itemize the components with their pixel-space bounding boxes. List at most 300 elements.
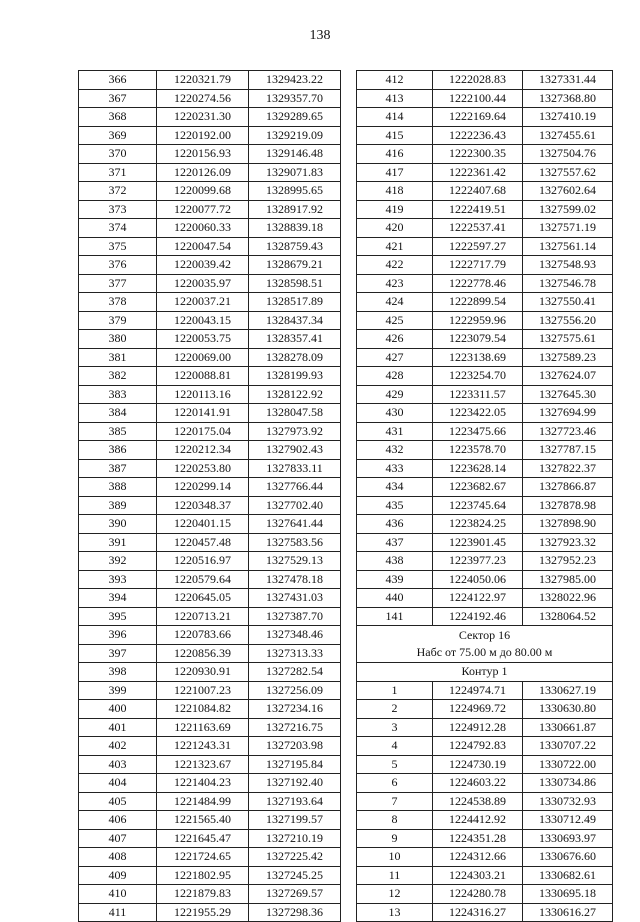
point-number-cell: 6 bbox=[357, 774, 433, 793]
table-row bbox=[357, 718, 613, 737]
table-row bbox=[357, 478, 613, 497]
table-row bbox=[79, 182, 341, 201]
table-row bbox=[79, 644, 341, 663]
y-coordinate-cell: 1327571.19 bbox=[523, 219, 613, 238]
x-coordinate-cell: 1223475.66 bbox=[433, 422, 523, 441]
table-row bbox=[79, 626, 341, 645]
x-coordinate-cell: 1223138.69 bbox=[433, 348, 523, 367]
x-coordinate-cell: 1224912.28 bbox=[433, 718, 523, 737]
y-coordinate-cell: 1329289.65 bbox=[249, 108, 341, 127]
y-coordinate-cell: 1327556.20 bbox=[523, 311, 613, 330]
point-number-cell: 438 bbox=[357, 552, 433, 571]
table-row bbox=[357, 792, 613, 811]
x-coordinate-cell: 1222407.68 bbox=[433, 182, 523, 201]
table-row bbox=[357, 885, 613, 904]
table-row bbox=[79, 792, 341, 811]
point-number-cell: 414 bbox=[357, 108, 433, 127]
point-number-cell: 383 bbox=[79, 385, 157, 404]
table-row bbox=[357, 515, 613, 534]
table-row bbox=[357, 755, 613, 774]
x-coordinate-cell: 1224312.66 bbox=[433, 848, 523, 867]
point-number-cell: 397 bbox=[79, 644, 157, 663]
point-number-cell: 377 bbox=[79, 274, 157, 293]
point-number-cell: 401 bbox=[79, 718, 157, 737]
y-coordinate-cell: 1327923.32 bbox=[523, 533, 613, 552]
y-coordinate-cell: 1328995.65 bbox=[249, 182, 341, 201]
point-number-cell: 435 bbox=[357, 496, 433, 515]
table-row bbox=[79, 848, 341, 867]
y-coordinate-cell: 1327589.23 bbox=[523, 348, 613, 367]
table-row bbox=[357, 367, 613, 386]
point-number-cell: 390 bbox=[79, 515, 157, 534]
x-coordinate-cell: 1220299.14 bbox=[157, 478, 249, 497]
x-coordinate-cell: 1220274.56 bbox=[157, 89, 249, 108]
table-row bbox=[79, 441, 341, 460]
table-row bbox=[357, 737, 613, 756]
x-coordinate-cell: 1220039.42 bbox=[157, 256, 249, 275]
table-row bbox=[357, 145, 613, 164]
x-coordinate-cell: 1221955.29 bbox=[157, 903, 249, 922]
y-coordinate-cell: 1327210.19 bbox=[249, 829, 341, 848]
x-coordinate-cell: 1223422.05 bbox=[433, 404, 523, 423]
table-row bbox=[357, 459, 613, 478]
y-coordinate-cell: 1327583.56 bbox=[249, 533, 341, 552]
point-number-cell: 425 bbox=[357, 311, 433, 330]
x-coordinate-cell: 1222300.35 bbox=[433, 145, 523, 164]
x-coordinate-cell: 1224792.83 bbox=[433, 737, 523, 756]
point-number-cell: 372 bbox=[79, 182, 157, 201]
point-number-cell: 370 bbox=[79, 145, 157, 164]
point-number-cell: 416 bbox=[357, 145, 433, 164]
table-row bbox=[79, 811, 341, 830]
point-number-cell: 9 bbox=[357, 829, 433, 848]
table-row bbox=[357, 552, 613, 571]
table-row bbox=[357, 533, 613, 552]
point-number-cell: 402 bbox=[79, 737, 157, 756]
x-coordinate-cell: 1222361.42 bbox=[433, 163, 523, 182]
point-number-cell: 11 bbox=[357, 866, 433, 885]
x-coordinate-cell: 1224974.71 bbox=[433, 681, 523, 700]
table-row bbox=[357, 607, 613, 626]
point-number-cell: 380 bbox=[79, 330, 157, 349]
y-coordinate-cell: 1327529.13 bbox=[249, 552, 341, 571]
x-coordinate-cell: 1222778.46 bbox=[433, 274, 523, 293]
y-coordinate-cell: 1330676.60 bbox=[523, 848, 613, 867]
table-row bbox=[357, 126, 613, 145]
y-coordinate-cell: 1327575.61 bbox=[523, 330, 613, 349]
x-coordinate-cell: 1220069.00 bbox=[157, 348, 249, 367]
x-coordinate-cell: 1221163.69 bbox=[157, 718, 249, 737]
table-row bbox=[79, 700, 341, 719]
y-coordinate-cell: 1327368.80 bbox=[523, 89, 613, 108]
point-number-cell: 429 bbox=[357, 385, 433, 404]
y-coordinate-cell: 1327410.19 bbox=[523, 108, 613, 127]
table-row bbox=[79, 718, 341, 737]
point-number-cell: 411 bbox=[79, 903, 157, 922]
table-row bbox=[357, 200, 613, 219]
point-number-cell: 371 bbox=[79, 163, 157, 182]
y-coordinate-cell: 1327216.75 bbox=[249, 718, 341, 737]
x-coordinate-cell: 1220457.48 bbox=[157, 533, 249, 552]
y-coordinate-cell: 1327331.44 bbox=[523, 71, 613, 90]
x-coordinate-cell: 1222236.43 bbox=[433, 126, 523, 145]
sector-header-row bbox=[357, 626, 613, 663]
table-row bbox=[357, 570, 613, 589]
x-coordinate-cell: 1222717.79 bbox=[433, 256, 523, 275]
x-coordinate-cell: 1221879.83 bbox=[157, 885, 249, 904]
x-coordinate-cell: 1220141.91 bbox=[157, 404, 249, 423]
table-row bbox=[357, 293, 613, 312]
point-number-cell: 2 bbox=[357, 700, 433, 719]
point-number-cell: 375 bbox=[79, 237, 157, 256]
y-coordinate-cell: 1327624.07 bbox=[523, 367, 613, 386]
point-number-cell: 424 bbox=[357, 293, 433, 312]
table-row bbox=[357, 274, 613, 293]
point-number-cell: 366 bbox=[79, 71, 157, 90]
x-coordinate-cell: 1220156.93 bbox=[157, 145, 249, 164]
y-coordinate-cell: 1327973.92 bbox=[249, 422, 341, 441]
y-coordinate-cell: 1330707.22 bbox=[523, 737, 613, 756]
table-row bbox=[79, 755, 341, 774]
point-number-cell: 393 bbox=[79, 570, 157, 589]
y-coordinate-cell: 1327282.54 bbox=[249, 663, 341, 682]
table-row bbox=[357, 829, 613, 848]
point-number-cell: 413 bbox=[357, 89, 433, 108]
point-number-cell: 379 bbox=[79, 311, 157, 330]
y-coordinate-cell: 1330616.27 bbox=[523, 903, 613, 922]
y-coordinate-cell: 1327561.14 bbox=[523, 237, 613, 256]
x-coordinate-cell: 1224603.22 bbox=[433, 774, 523, 793]
point-number-cell: 378 bbox=[79, 293, 157, 312]
point-number-cell: 8 bbox=[357, 811, 433, 830]
y-coordinate-cell: 1327694.99 bbox=[523, 404, 613, 423]
table-row bbox=[357, 496, 613, 515]
y-coordinate-cell: 1330682.61 bbox=[523, 866, 613, 885]
table-row bbox=[79, 404, 341, 423]
point-number-cell: 391 bbox=[79, 533, 157, 552]
y-coordinate-cell: 1330693.97 bbox=[523, 829, 613, 848]
contour-header-row bbox=[357, 663, 613, 682]
table-row bbox=[357, 700, 613, 719]
point-number-cell: 426 bbox=[357, 330, 433, 349]
x-coordinate-cell: 1224538.89 bbox=[433, 792, 523, 811]
x-coordinate-cell: 1224969.72 bbox=[433, 700, 523, 719]
point-number-cell: 13 bbox=[357, 903, 433, 922]
table-row bbox=[79, 478, 341, 497]
table-row bbox=[79, 219, 341, 238]
point-number-cell: 421 bbox=[357, 237, 433, 256]
table-row bbox=[357, 903, 613, 922]
x-coordinate-cell: 1221565.40 bbox=[157, 811, 249, 830]
y-coordinate-cell: 1327313.33 bbox=[249, 644, 341, 663]
point-number-cell: 1 bbox=[357, 681, 433, 700]
table-row bbox=[79, 515, 341, 534]
y-coordinate-cell: 1328437.34 bbox=[249, 311, 341, 330]
left-coordinates-table bbox=[78, 70, 341, 922]
x-coordinate-cell: 1223628.14 bbox=[433, 459, 523, 478]
point-number-cell: 376 bbox=[79, 256, 157, 275]
point-number-cell: 392 bbox=[79, 552, 157, 571]
point-number-cell: 407 bbox=[79, 829, 157, 848]
y-coordinate-cell: 1327557.62 bbox=[523, 163, 613, 182]
x-coordinate-cell: 1220060.33 bbox=[157, 219, 249, 238]
point-number-cell: 433 bbox=[357, 459, 433, 478]
x-coordinate-cell: 1224303.21 bbox=[433, 866, 523, 885]
x-coordinate-cell: 1224192.46 bbox=[433, 607, 523, 626]
x-coordinate-cell: 1220077.72 bbox=[157, 200, 249, 219]
x-coordinate-cell: 1220856.39 bbox=[157, 644, 249, 663]
x-coordinate-cell: 1220035.97 bbox=[157, 274, 249, 293]
x-coordinate-cell: 1220099.68 bbox=[157, 182, 249, 201]
table-row bbox=[79, 71, 341, 90]
x-coordinate-cell: 1220126.09 bbox=[157, 163, 249, 182]
point-number-cell: 395 bbox=[79, 607, 157, 626]
x-coordinate-cell: 1223254.70 bbox=[433, 367, 523, 386]
x-coordinate-cell: 1220930.91 bbox=[157, 663, 249, 682]
table-row bbox=[79, 866, 341, 885]
table-row bbox=[357, 311, 613, 330]
table-row bbox=[79, 348, 341, 367]
y-coordinate-cell: 1330732.93 bbox=[523, 792, 613, 811]
x-coordinate-cell: 1224050.06 bbox=[433, 570, 523, 589]
point-number-cell: 385 bbox=[79, 422, 157, 441]
point-number-cell: 420 bbox=[357, 219, 433, 238]
x-coordinate-cell: 1223682.67 bbox=[433, 478, 523, 497]
x-coordinate-cell: 1222028.83 bbox=[433, 71, 523, 90]
y-coordinate-cell: 1328064.52 bbox=[523, 607, 613, 626]
table-row bbox=[79, 422, 341, 441]
x-coordinate-cell: 1221323.67 bbox=[157, 755, 249, 774]
y-coordinate-cell: 1328199.93 bbox=[249, 367, 341, 386]
x-coordinate-cell: 1220192.00 bbox=[157, 126, 249, 145]
point-number-cell: 10 bbox=[357, 848, 433, 867]
table-row bbox=[79, 200, 341, 219]
table-row bbox=[79, 496, 341, 515]
point-number-cell: 396 bbox=[79, 626, 157, 645]
point-number-cell: 400 bbox=[79, 700, 157, 719]
point-number-cell: 410 bbox=[79, 885, 157, 904]
point-number-cell: 415 bbox=[357, 126, 433, 145]
x-coordinate-cell: 1221243.31 bbox=[157, 737, 249, 756]
point-number-cell: 5 bbox=[357, 755, 433, 774]
point-number-cell: 440 bbox=[357, 589, 433, 608]
point-number-cell: 412 bbox=[357, 71, 433, 90]
sector-header bbox=[357, 626, 613, 663]
point-number-cell: 386 bbox=[79, 441, 157, 460]
x-coordinate-cell: 1224730.19 bbox=[433, 755, 523, 774]
table-row bbox=[357, 219, 613, 238]
y-coordinate-cell: 1327878.98 bbox=[523, 496, 613, 515]
point-number-cell: 419 bbox=[357, 200, 433, 219]
y-coordinate-cell: 1327702.40 bbox=[249, 496, 341, 515]
x-coordinate-cell: 1220645.05 bbox=[157, 589, 249, 608]
page-number: 138 bbox=[309, 28, 331, 43]
y-coordinate-cell: 1327269.57 bbox=[249, 885, 341, 904]
y-coordinate-cell: 1327898.90 bbox=[523, 515, 613, 534]
point-number-cell: 404 bbox=[79, 774, 157, 793]
x-coordinate-cell: 1220783.66 bbox=[157, 626, 249, 645]
y-coordinate-cell: 1328917.92 bbox=[249, 200, 341, 219]
x-coordinate-cell: 1222537.41 bbox=[433, 219, 523, 238]
x-coordinate-cell: 1220348.37 bbox=[157, 496, 249, 515]
point-number-cell: 423 bbox=[357, 274, 433, 293]
y-coordinate-cell: 1329423.22 bbox=[249, 71, 341, 90]
x-coordinate-cell: 1223311.57 bbox=[433, 385, 523, 404]
y-coordinate-cell: 1327203.98 bbox=[249, 737, 341, 756]
y-coordinate-cell: 1327225.42 bbox=[249, 848, 341, 867]
table-row bbox=[79, 163, 341, 182]
point-number-cell: 141 bbox=[357, 607, 433, 626]
table-row bbox=[357, 422, 613, 441]
table-row bbox=[79, 108, 341, 127]
y-coordinate-cell: 1330661.87 bbox=[523, 718, 613, 737]
table-row bbox=[79, 737, 341, 756]
y-coordinate-cell: 1330734.86 bbox=[523, 774, 613, 793]
table-row bbox=[357, 866, 613, 885]
point-number-cell: 428 bbox=[357, 367, 433, 386]
x-coordinate-cell: 1220212.34 bbox=[157, 441, 249, 460]
y-coordinate-cell: 1327431.03 bbox=[249, 589, 341, 608]
contour-title: Контур 1 bbox=[357, 663, 613, 682]
table-row bbox=[357, 681, 613, 700]
point-number-cell: 408 bbox=[79, 848, 157, 867]
point-number-cell: 436 bbox=[357, 515, 433, 534]
y-coordinate-cell: 1330712.49 bbox=[523, 811, 613, 830]
x-coordinate-cell: 1220043.15 bbox=[157, 311, 249, 330]
y-coordinate-cell: 1327256.09 bbox=[249, 681, 341, 700]
y-coordinate-cell: 1329219.09 bbox=[249, 126, 341, 145]
table-row bbox=[357, 811, 613, 830]
table-row bbox=[79, 89, 341, 108]
x-coordinate-cell: 1220401.15 bbox=[157, 515, 249, 534]
y-coordinate-cell: 1327193.64 bbox=[249, 792, 341, 811]
table-row bbox=[79, 256, 341, 275]
table-row bbox=[79, 829, 341, 848]
table-row bbox=[79, 589, 341, 608]
point-number-cell: 431 bbox=[357, 422, 433, 441]
table-row bbox=[357, 385, 613, 404]
table-row bbox=[79, 330, 341, 349]
x-coordinate-cell: 1224316.27 bbox=[433, 903, 523, 922]
y-coordinate-cell: 1327787.15 bbox=[523, 441, 613, 460]
point-number-cell: 398 bbox=[79, 663, 157, 682]
point-number-cell: 389 bbox=[79, 496, 157, 515]
right-coordinates-table bbox=[356, 70, 613, 922]
x-coordinate-cell: 1220047.54 bbox=[157, 237, 249, 256]
table-row bbox=[79, 385, 341, 404]
x-coordinate-cell: 1220037.21 bbox=[157, 293, 249, 312]
y-coordinate-cell: 1327199.57 bbox=[249, 811, 341, 830]
x-coordinate-cell: 1223745.64 bbox=[433, 496, 523, 515]
x-coordinate-cell: 1221007.23 bbox=[157, 681, 249, 700]
y-coordinate-cell: 1327985.00 bbox=[523, 570, 613, 589]
x-coordinate-cell: 1223079.54 bbox=[433, 330, 523, 349]
y-coordinate-cell: 1328357.41 bbox=[249, 330, 341, 349]
table-row bbox=[79, 663, 341, 682]
table-row bbox=[79, 681, 341, 700]
x-coordinate-cell: 1224351.28 bbox=[433, 829, 523, 848]
x-coordinate-cell: 1220516.97 bbox=[157, 552, 249, 571]
y-coordinate-cell: 1330695.18 bbox=[523, 885, 613, 904]
table-row bbox=[357, 348, 613, 367]
point-number-cell: 368 bbox=[79, 108, 157, 127]
table-row bbox=[79, 533, 341, 552]
x-coordinate-cell: 1222899.54 bbox=[433, 293, 523, 312]
table-row bbox=[357, 163, 613, 182]
y-coordinate-cell: 1327195.84 bbox=[249, 755, 341, 774]
y-coordinate-cell: 1328278.09 bbox=[249, 348, 341, 367]
table-row bbox=[357, 441, 613, 460]
point-number-cell: 388 bbox=[79, 478, 157, 497]
x-coordinate-cell: 1223901.45 bbox=[433, 533, 523, 552]
y-coordinate-cell: 1327548.93 bbox=[523, 256, 613, 275]
y-coordinate-cell: 1327348.46 bbox=[249, 626, 341, 645]
table-row bbox=[79, 145, 341, 164]
point-number-cell: 381 bbox=[79, 348, 157, 367]
y-coordinate-cell: 1327455.61 bbox=[523, 126, 613, 145]
point-number-cell: 384 bbox=[79, 404, 157, 423]
y-coordinate-cell: 1328839.18 bbox=[249, 219, 341, 238]
point-number-cell: 406 bbox=[79, 811, 157, 830]
y-coordinate-cell: 1328517.89 bbox=[249, 293, 341, 312]
y-coordinate-cell: 1328122.92 bbox=[249, 385, 341, 404]
x-coordinate-cell: 1220579.64 bbox=[157, 570, 249, 589]
y-coordinate-cell: 1327546.78 bbox=[523, 274, 613, 293]
sector-subtitle: Набс от 75.00 м до 80.00 м bbox=[416, 645, 553, 659]
y-coordinate-cell: 1327602.64 bbox=[523, 182, 613, 201]
x-coordinate-cell: 1223824.25 bbox=[433, 515, 523, 534]
table-row bbox=[79, 903, 341, 922]
table-row bbox=[79, 885, 341, 904]
y-coordinate-cell: 1327766.44 bbox=[249, 478, 341, 497]
point-number-cell: 367 bbox=[79, 89, 157, 108]
table-row bbox=[79, 774, 341, 793]
x-coordinate-cell: 1224122.97 bbox=[433, 589, 523, 608]
x-coordinate-cell: 1221724.65 bbox=[157, 848, 249, 867]
x-coordinate-cell: 1221084.82 bbox=[157, 700, 249, 719]
table-row bbox=[357, 589, 613, 608]
x-coordinate-cell: 1220113.16 bbox=[157, 385, 249, 404]
point-number-cell: 12 bbox=[357, 885, 433, 904]
point-number-cell: 382 bbox=[79, 367, 157, 386]
table-row bbox=[79, 367, 341, 386]
table-row bbox=[357, 848, 613, 867]
x-coordinate-cell: 1220088.81 bbox=[157, 367, 249, 386]
x-coordinate-cell: 1221404.23 bbox=[157, 774, 249, 793]
table-row bbox=[357, 774, 613, 793]
table-row bbox=[357, 404, 613, 423]
table-row bbox=[79, 607, 341, 626]
point-number-cell: 417 bbox=[357, 163, 433, 182]
point-number-cell: 403 bbox=[79, 755, 157, 774]
y-coordinate-cell: 1327245.25 bbox=[249, 866, 341, 885]
table-row bbox=[79, 311, 341, 330]
y-coordinate-cell: 1327387.70 bbox=[249, 607, 341, 626]
y-coordinate-cell: 1328047.58 bbox=[249, 404, 341, 423]
x-coordinate-cell: 1224412.92 bbox=[433, 811, 523, 830]
x-coordinate-cell: 1222959.96 bbox=[433, 311, 523, 330]
y-coordinate-cell: 1327641.44 bbox=[249, 515, 341, 534]
y-coordinate-cell: 1330630.80 bbox=[523, 700, 613, 719]
point-number-cell: 373 bbox=[79, 200, 157, 219]
y-coordinate-cell: 1328022.96 bbox=[523, 589, 613, 608]
point-number-cell: 427 bbox=[357, 348, 433, 367]
x-coordinate-cell: 1224280.78 bbox=[433, 885, 523, 904]
y-coordinate-cell: 1330627.19 bbox=[523, 681, 613, 700]
y-coordinate-cell: 1329071.83 bbox=[249, 163, 341, 182]
y-coordinate-cell: 1327478.18 bbox=[249, 570, 341, 589]
x-coordinate-cell: 1220175.04 bbox=[157, 422, 249, 441]
